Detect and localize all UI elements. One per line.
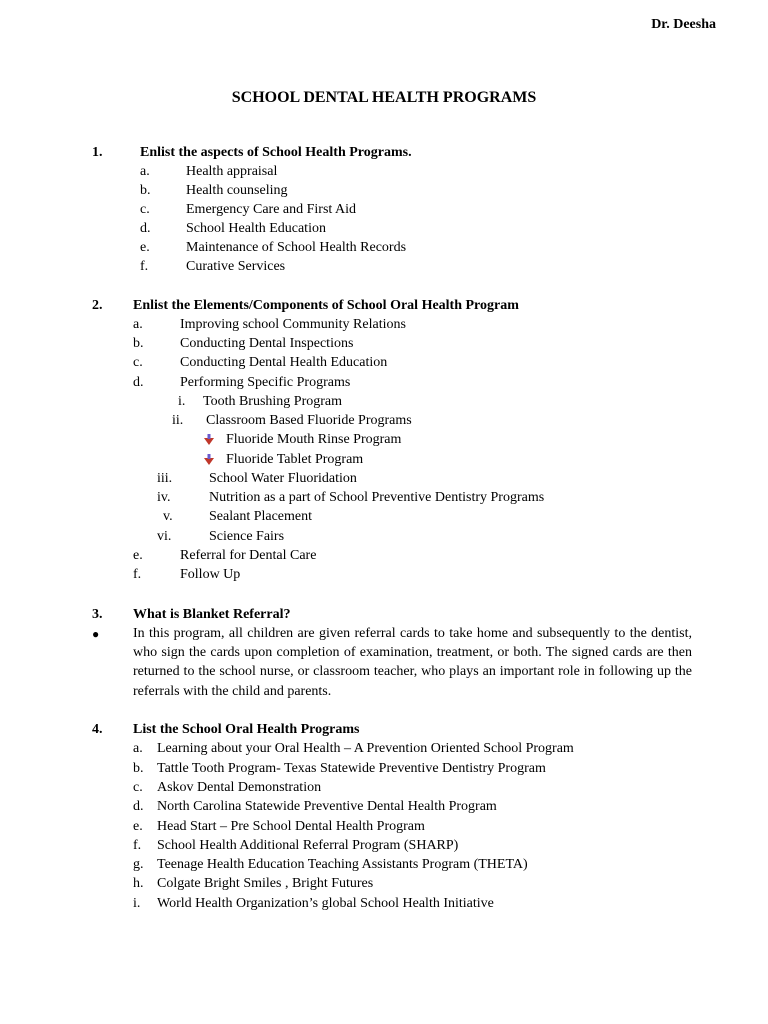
list-item: Nutrition as a part of School Preventive Dentistry Programs: [209, 490, 545, 505]
list-marker: c.: [140, 202, 150, 217]
arrow-bullet-icon: [202, 433, 216, 447]
list-item: Maintenance of School Health Records: [186, 240, 407, 255]
list-item: Teenage Health Education Teaching Assistants Program (THETA): [157, 857, 528, 872]
list-marker: vi.: [157, 529, 172, 544]
list-marker: d.: [133, 375, 144, 390]
list-item: Performing Specific Programs: [180, 375, 351, 390]
list-item: Health appraisal: [186, 164, 278, 179]
list-item: Classroom Based Fluoride Programs: [206, 413, 412, 428]
list-marker: v.: [163, 509, 173, 524]
list-marker: iii.: [157, 471, 173, 486]
list-marker: b.: [133, 761, 144, 776]
list-item: School Health Additional Referral Program (SHARP): [157, 838, 459, 853]
section-heading: What is Blanket Referral?: [133, 607, 291, 622]
list-item: World Health Organization’s global School Health Initiative: [157, 896, 494, 911]
list-marker: d.: [133, 799, 144, 814]
list-item: Tattle Tooth Program- Texas Statewide Preventive Dentistry Program: [157, 761, 546, 776]
document-title: SCHOOL DENTAL HEALTH PROGRAMS: [231, 89, 537, 106]
list-marker: g.: [133, 857, 144, 872]
list-item: Improving school Community Relations: [180, 317, 406, 332]
section-heading: Enlist the aspects of School Health Programs.: [140, 145, 412, 160]
list-item: Science Fairs: [209, 529, 285, 544]
list-item: Fluoride Tablet Program: [226, 452, 364, 467]
list-item: Emergency Care and First Aid: [186, 202, 357, 217]
list-item: Referral for Dental Care: [180, 548, 317, 563]
list-marker: b.: [133, 336, 144, 351]
list-marker: e.: [140, 240, 150, 255]
list-marker: i.: [178, 394, 186, 409]
section-heading: Enlist the Elements/Components of School Oral Health Program: [133, 298, 519, 313]
bullet-icon: ●: [92, 627, 100, 641]
list-item: School Health Education: [186, 221, 326, 236]
list-item: Fluoride Mouth Rinse Program: [226, 432, 402, 447]
list-item: Tooth Brushing Program: [203, 394, 343, 409]
section-number: 1.: [92, 145, 103, 160]
list-item: Follow Up: [180, 567, 241, 582]
list-marker: f.: [133, 567, 142, 582]
section-number: 4.: [92, 722, 103, 737]
list-marker: e.: [133, 819, 143, 834]
list-marker: i.: [133, 896, 141, 911]
list-item: Learning about your Oral Health – A Prevention Oriented School Program: [157, 741, 574, 756]
section-number: 2.: [92, 298, 103, 313]
list-marker: a.: [133, 741, 143, 756]
list-marker: h.: [133, 876, 144, 891]
list-item: Health counseling: [186, 183, 288, 198]
list-marker: f.: [133, 838, 142, 853]
list-marker: a.: [133, 317, 143, 332]
list-marker: iv.: [157, 490, 171, 505]
list-marker: c.: [133, 355, 143, 370]
list-item: Askov Dental Demonstration: [157, 780, 322, 795]
list-marker: b.: [140, 183, 151, 198]
section-number: 3.: [92, 607, 103, 622]
list-marker: c.: [133, 780, 143, 795]
list-item: Sealant Placement: [209, 509, 313, 524]
list-marker: d.: [140, 221, 151, 236]
list-marker: e.: [133, 548, 143, 563]
list-item: Conducting Dental Inspections: [180, 336, 354, 351]
paragraph: In this program, all children are given referral cards to take home and subsequently to the dentist, who sign the cards upon completion of examination, treatment, or both. The signed cards are then returned to the school nurse, or classroom teacher, who plays an important role in following up the referrals with the child and parents.: [133, 626, 692, 699]
list-item: Conducting Dental Health Education: [180, 355, 388, 370]
list-marker: f.: [140, 259, 149, 274]
section-heading: List the School Oral Health Programs: [133, 722, 360, 737]
list-item: Head Start – Pre School Dental Health Program: [157, 819, 425, 834]
list-marker: a.: [140, 164, 150, 179]
list-item: Curative Services: [186, 259, 286, 274]
author-name: Dr. Deesha: [651, 17, 716, 32]
arrow-bullet-icon: [202, 453, 216, 467]
list-item: Colgate Bright Smiles , Bright Futures: [157, 876, 374, 891]
list-item: School Water Fluoridation: [209, 471, 357, 486]
list-item: North Carolina Statewide Preventive Dental Health Program: [157, 799, 497, 814]
list-marker: ii.: [172, 413, 184, 428]
